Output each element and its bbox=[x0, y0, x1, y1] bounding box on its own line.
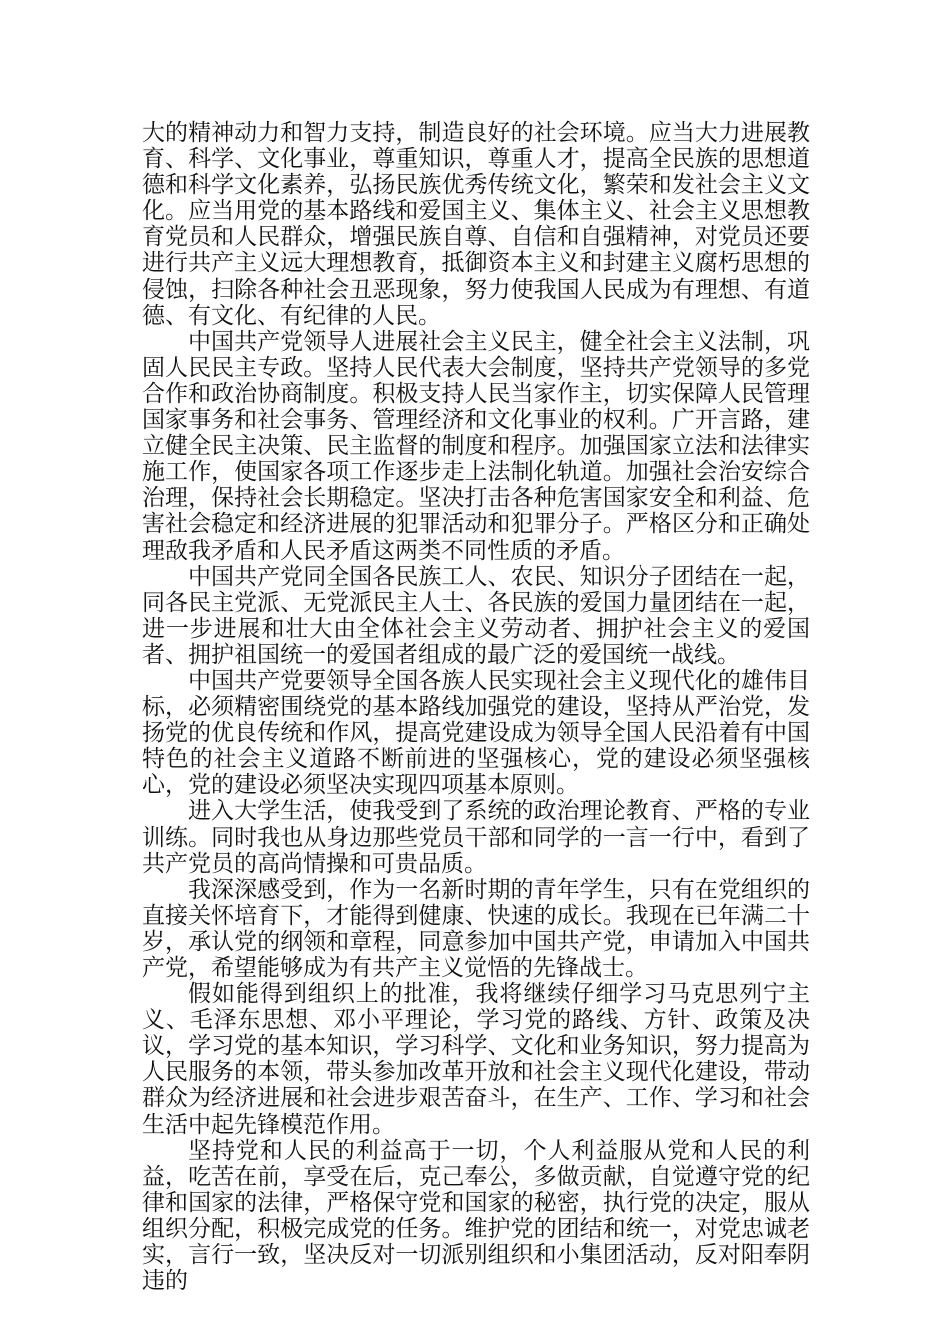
paragraph-6: 我深深感受到，作为一名新时期的青年学生，只有在党组织的直接关怀培育下，才能得到健康、快速的成长。我现在已年满二十岁，承认党的纲领和章程，同意参加中国共产党，申请加入中国共产党，希望能够成为有共产主义觉悟的先锋战士。 bbox=[142, 876, 810, 981]
paragraph-2: 中国共产党领导人进展社会主义民主，健全社会主义法制，巩固人民民主专政。坚持人民代表大会制度，坚持共产党领导的多党合作和政治协商制度。积极支持人民当家作主，切实保障人民管理国家事务和社会事务、管理经济和文化事业的权利。广开言路，建立健全民主决策、民主监督的制度和程序。加强国家立法和法律实施工作，使国家各项工作逐步走上法制化轨道。加强社会治安综合治理，保持社会长期稳定。坚决打击各种危害国家安全和利益、危害社会稳定和经济进展的犯罪活动和犯罪分子。严格区分和正确处理敌我矛盾和人民矛盾这两类不同性质的矛盾。 bbox=[142, 328, 810, 564]
paragraph-8: 坚持党和人民的利益高于一切，个人利益服从党和人民的利益，吃苦在前，享受在后，克己奉公，多做贡献，自觉遵守党的纪律和国家的法律，严格保守党和国家的秘密，执行党的决定，服从组织分配，积极完成党的任务。维护党的团结和统一，对党忠诚老实，言行一致，坚决反对一切派别组织和小集团活动，反对阳奉阴违的 bbox=[142, 1137, 810, 1295]
paragraph-7: 假如能得到组织上的批准，我将继续仔细学习马克思列宁主义、毛泽东思想、邓小平理论，学习党的路线、方针、政策及决议，学习党的基本知识，学习科学、文化和业务知识，努力提高为人民服务的本领，带头参加改革开放和社会主义现代化建设，带动群众为经济进展和社会进步艰苦奋斗，在生产、工作、学习和社会生活中起先锋模范作用。 bbox=[142, 981, 810, 1138]
paragraph-3: 中国共产党同全国各民族工人、农民、知识分子团结在一起，同各民主党派、无党派民主人士、各民族的爱国力量团结在一起，进一步进展和壮大由全体社会主义劳动者、拥护社会主义的爱国者、拥护祖国统一的爱国者组成的最广泛的爱国统一战线。 bbox=[142, 563, 810, 668]
paragraph-1: 大的精神动力和智力支持，制造良好的社会环境。应当大力进展教育、科学、文化事业，尊重知识，尊重人才，提高全民族的思想道德和科学文化素养，弘扬民族优秀传统文化，繁荣和发社会主义文化。应当用党的基本路线和爱国主义、集体主义、社会主义思想教育党员和人民群众，增强民族自尊、自信和自强精神，对党员还要进行共产主义远大理想教育，抵御资本主义和封建主义腐朽思想的侵蚀，扫除各种社会丑恶现象，努力使我国人民成为有理想、有道德、有文化、有纪律的人民。 bbox=[142, 120, 810, 329]
paragraph-5: 进入大学生活，使我受到了系统的政治理论教育、严格的专业训练。同时我也从身边那些党员干部和同学的一言一行中，看到了共产党员的高尚情操和可贵品质。 bbox=[142, 798, 810, 877]
paragraph-4: 中国共产党要领导全国各族人民实现社会主义现代化的雄伟目标，必须精密围绕党的基本路线加强党的建设，坚持从严治党，发扬党的优良传统和作风，提高党建设成为领导全国人民沿着有中国特色的社会主义道路不断前进的坚强核心，党的建设必须坚强核心，党的建设必须坚决实现四项基本原则。 bbox=[142, 667, 810, 799]
document-body bbox=[142, 120, 810, 1294]
